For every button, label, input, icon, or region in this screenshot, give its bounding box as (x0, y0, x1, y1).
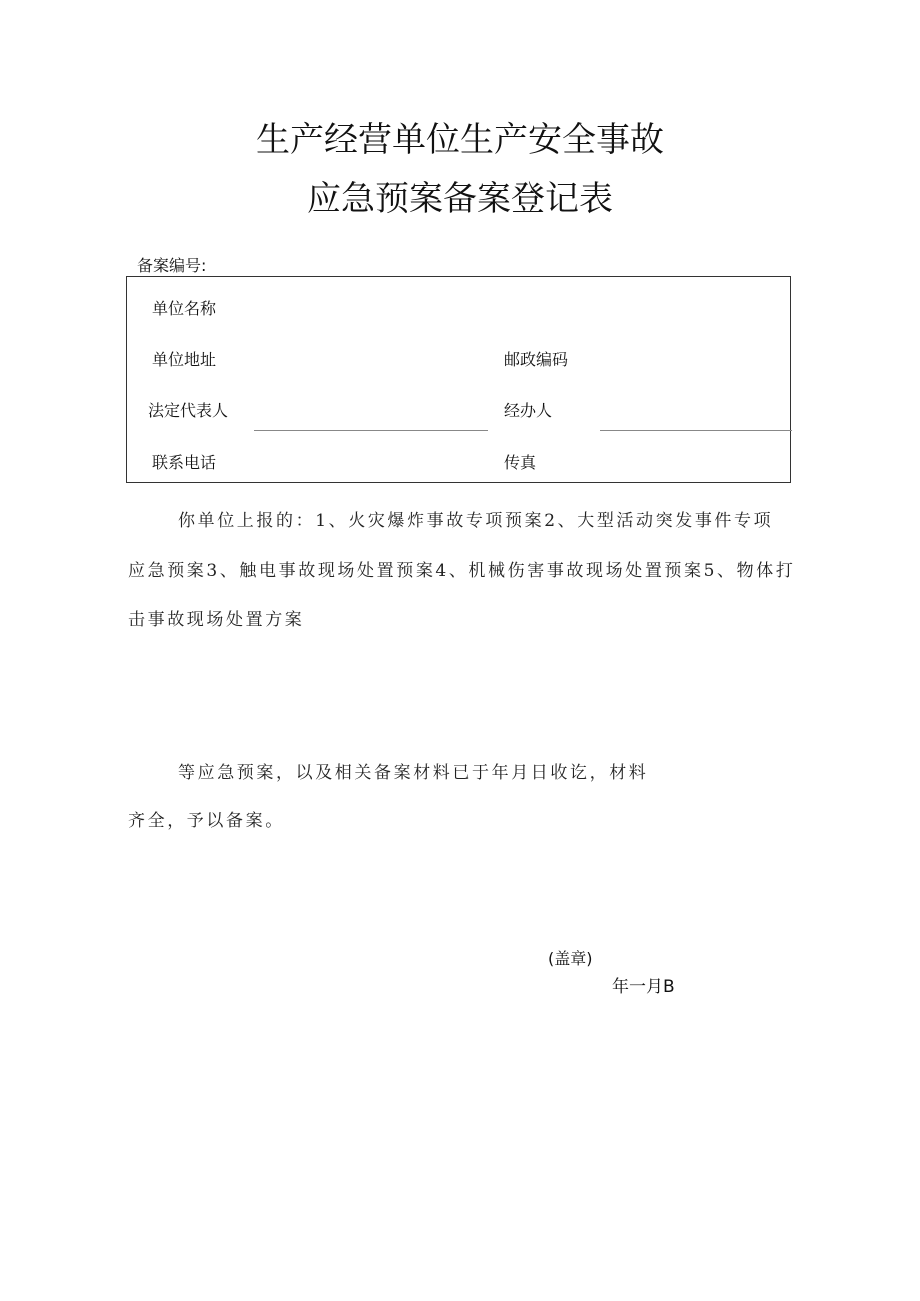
phone-label: 联系电话 (152, 453, 217, 472)
fax-label: 传真 (504, 453, 537, 472)
stamp-label: (盖章) (548, 949, 593, 968)
handler-label: 经办人 (504, 401, 553, 420)
record-number-label: 备案编号: (137, 256, 207, 275)
date-label: 年一月B (612, 977, 675, 997)
paragraph-2-line-1: 等应急预案，以及相关备案材料已于年月日收讫，材料 (178, 763, 649, 783)
legal-representative-field-line[interactable] (254, 430, 488, 431)
document-title-line-2: 应急预案备案登记表 (307, 179, 613, 219)
paragraph-1-line-1: 你单位上报的：1、火灾爆炸事故专项预案2、大型活动突发事件专项 (178, 511, 774, 531)
legal-representative-label: 法定代表人 (148, 401, 229, 420)
handler-field-line[interactable] (600, 430, 792, 431)
paragraph-1-line-2: 应急预案3、触电事故现场处置预案4、机械伤害事故现场处置预案5、物体打 (128, 561, 796, 581)
paragraph-2-line-2: 齐全，予以备案。 (128, 811, 285, 831)
unit-name-label: 单位名称 (152, 299, 217, 318)
paragraph-1-line-3: 击事故现场处置方案 (128, 610, 305, 630)
postal-code-label: 邮政编码 (504, 350, 569, 369)
document-title-line-1: 生产经营单位生产安全事故 (256, 120, 664, 160)
unit-address-label: 单位地址 (152, 350, 217, 369)
registration-form-box (126, 276, 791, 483)
